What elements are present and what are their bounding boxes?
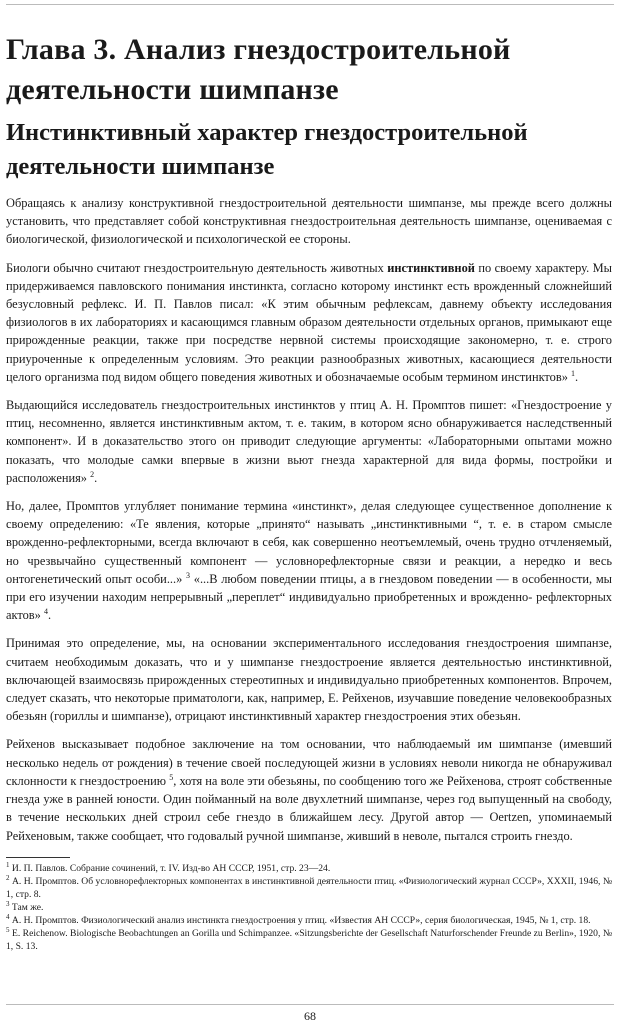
footnote-num: 1 [6,860,10,869]
section-title: Инстинктивный характер гнездостроительной деятельности шимпанзе [6,119,528,180]
paragraph-4 [6,497,612,624]
chapter-title: Глава 3. Анализ гнездостроительной деятельности шимпанзе [6,33,511,106]
footnote-4 [6,914,612,927]
paragraph-2-end: . [575,369,579,384]
footnote-ref-1[interactable]: 1 [571,368,576,378]
paragraph-1: Обращаясь к анализу конструктивной гнездостроительной деятельности шимпанзе, мы прежде всего должны установить, что представляет собой конструктивная гнездостроительная деятельность шимпанзе, оцениваемая с биологической, физиологической и психологической ее стороны. [6,196,612,247]
footnote-ref-3[interactable]: 3 [186,570,191,580]
paragraph-3 [6,396,612,487]
footnote-num: 4 [6,912,10,921]
footnote-5 [6,927,612,953]
paragraph-6-text: Рейхенов высказывает подобное заключение на том основании, что наблюдаемый им шимпанзе (имевший несколько недель от рождения) в течение своей последующей жизни в условиях неволи никогда не обнаруживал склонности к гнездостроению [6,737,612,788]
top-rule [6,4,614,5]
footnote-num: 3 [6,899,10,908]
footnote-text: А. Н. Промптов. Физиологический анализ инстинкта гнездостроения у птиц. «Известия АН СССР», серия биологическая, 1945, № 1, стр. 18. [11,914,591,926]
footnote-ref-4[interactable]: 4 [43,607,48,617]
paragraph-4-text: Но, далее, Промптов углубляет понимание термина «инстинкт», делая следующее существенное дополнение к своему определению: «Те явления, которые „принято“ называть „инстинктивными “, т. е. в старом смысле врожденно-рефлекторными, всегда включают в себя, как совершенно неотъемлемый, очень трудно отчленяемый, но чрезвычайно существенный компонент — условнорефлекторные связи и реакции, а нередко и весь онтогенетический опыт особи...» [6,499,612,586]
footnote-text: E. Reichenow. Biologische Beobachtungen an Gorilla und Schimpanzee. «Sitzungsberichte der Gesellschaft Naturforschender Freunde zu Berlin», 1920, № 1, S. 13. [6,927,612,952]
paragraph-2-text-cont: по своему характеру. Мы придерживаемся павловского понимания инстинкта, согласно которому инстинкт есть врожденный сложнейший безусловный рефлекс. И. П. Павлов писал: «К этим обычным рефлексам, давнему объекту исследования физиологов в их лабораториях и касающимся главным образом деятельности отдельных органов, примыкают еще прирожденные реакции, также при посредстве нервной системы происходящие закономерно, т. е. строго приуроченные к определенным условиям. Это реакции разнообразных животных, касающиеся деятельности целого организма под видом общего поведения животных и обозначаемые особым термином инстинктов» [6,260,612,384]
paragraph-6-text-cont: , хотя на воле эти обезьяны, по сообщению того же Рейхенова, строят собственные гнезда уже в ранней юности. Один пойманный на воле двухлетний шимпанзе, через год выпущенный на свободу, в течение нескольких дней строил себе гнездо в ближайшем лесу. Другой автор — Oertzen, упоминаемый Рейхеновым, также сообщает, что годовалый ручной шимпанзе, живший в неволе, пытался строить гнездо. [6,773,612,843]
footnote-text: Там же. [11,901,44,913]
page-number: 68 [304,1009,316,1023]
bold-term: инстинктивной [387,260,475,275]
paragraph-5: Принимая это определение, мы, на основании экспериментального исследования гнездостроения шимпанзе, считаем необходимым доказать, что и у шимпанзе гнездостроение является деятельностью инстинктивной, включающей взаимосвязь прирожденных стереотипных и индивидуально приобретенных компонентов. Впрочем, следует сказать, что некоторые приматологи, как, например, Е. Рейхенов, изучавшие поведение человекообразных обезьян (гориллы и шимпанзе), отрицают инстинктивный характер гнездостроения этих обезьян. [6,636,612,724]
footnote-2 [6,875,612,901]
footnote-text: А. Н. Промптов. Об условнорефлекторных компонентах в инстинктивной деятельности птиц. «Физиологический журнал СССР», XXXII, 1946, № 1, стр. 8. [6,875,612,900]
footnote-ref-5[interactable]: 5 [169,772,174,782]
footnote-num: 2 [6,873,10,882]
paragraph-3-end: . [94,470,98,485]
footnote-text: И. П. Павлов. Собрание сочинений, т. IV. Изд-во АН СССР, 1951, стр. 23—24. [11,862,331,874]
page-content [6,30,612,953]
footnote-num: 5 [6,925,10,934]
paragraph-4-text-cont: «...В любом поведении птицы, а в гнездовом поведении — в особенности, мы при его изучении находим непрерывный „переплет“ индивидуально приобретенных и врожденно- рефлекторных актов» [6,571,612,623]
footnote-3 [6,901,612,914]
paragraph-3-text: Выдающийся исследователь гнездостроительных инстинктов у птиц А. Н. Промптов пишет: «Гнездостроение у птиц, несомненно, является инстинктивным актом, т. е. таким, в котором ясно обнаруживается наследственный компонент». И в доказательство этого он приводит следующие аргументы: «Лабораторными опытами можно показать, что молодые самки впервые в жизни вьют гнезда характерной для вида формы, постройки и расположения» [6,398,612,485]
footnote-1 [6,862,612,875]
bottom-rule [6,1004,614,1005]
paragraph-2-text: Биологи обычно считают гнездостроительную деятельность животных [6,260,388,275]
paragraph-6 [6,735,612,844]
body-text [6,194,612,845]
paragraph-4-end: . [47,608,52,623]
footnote-ref-2[interactable]: 2 [90,469,95,479]
footnote-separator [6,857,70,858]
footnotes [6,862,612,953]
paragraph-2 [6,259,612,386]
